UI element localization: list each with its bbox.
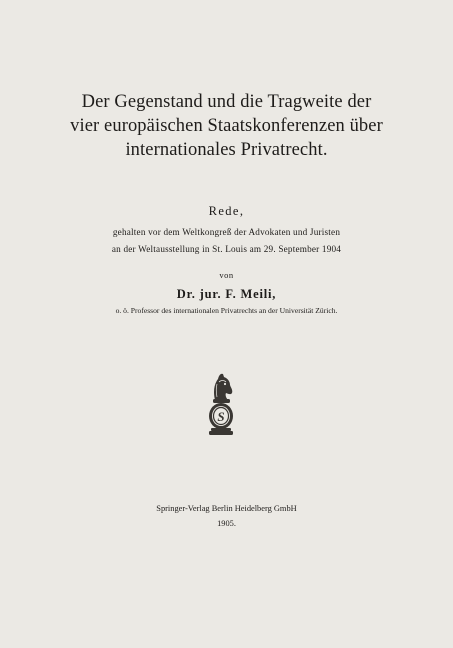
- speech-heading: Rede,: [208, 204, 245, 218]
- subtitle-line-2: an der Weltausstellung in St. Louis am 29. September 1904: [111, 244, 342, 254]
- svg-text:S: S: [217, 409, 225, 424]
- by-label: von: [219, 270, 234, 280]
- title-line-3: internationales Privatrecht.: [125, 140, 328, 160]
- publication-year: 1905.: [217, 519, 236, 528]
- publisher-name: Springer-Verlag Berlin Heidelberg GmbH: [156, 504, 297, 513]
- author-name: Dr. jur. F. Meili,: [176, 287, 277, 301]
- author-affiliation: o. ö. Professor des internationalen Privatrechts an der Universität Zürich.: [115, 306, 338, 315]
- springer-chess-knight-logo-icon: [203, 370, 239, 436]
- speech-subtitle: [0, 224, 453, 258]
- subtitle-line-1: gehalten vor dem Weltkongreß der Advokaten und Juristen: [112, 227, 341, 237]
- title-line-1: Der Gegenstand und die Tragweite der: [81, 92, 372, 112]
- book-title: [0, 90, 453, 162]
- title-line-2: vier europäischen Staatskonferenzen über: [70, 116, 383, 136]
